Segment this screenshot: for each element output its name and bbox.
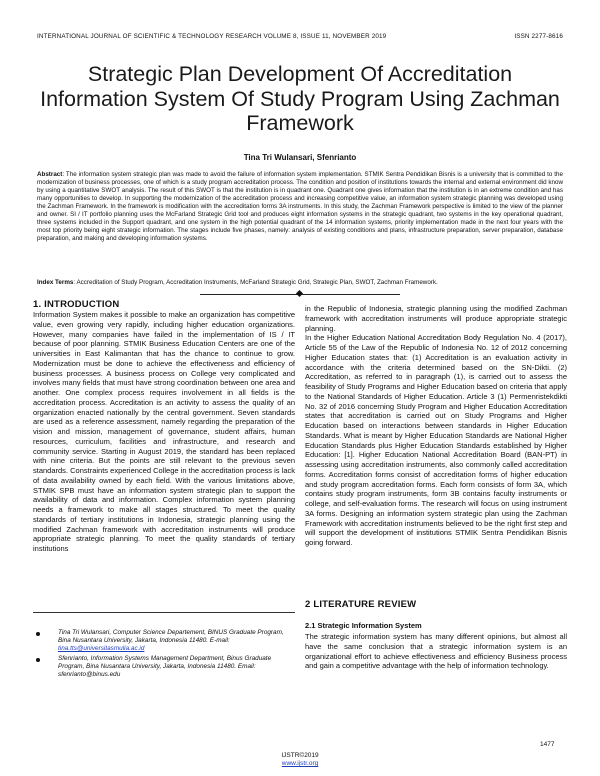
- footnote-author-1: [58, 629, 290, 653]
- abstract-label: Abstract: [37, 171, 63, 178]
- paper-title: Strategic Plan Development Of Accreditation Information System Of Study Program Using Zachman Framework: [40, 62, 560, 135]
- footnote-1-text: Tina Tri Wulansari, Computer Science Departement, BINUS Graduate Program, Bina Nusantara University, Jakarta, Indonesia 11480. E-mail:: [58, 629, 284, 644]
- index-terms: [37, 279, 563, 287]
- copyright-code: IJSTR©2019: [281, 752, 319, 759]
- bullet-icon: [36, 658, 40, 662]
- index-terms-text: : Accreditation of Study Program, Accreditation Instruments, McFarland Strategic Grid, Strategic Plan, SWOT, Zachman Framework.: [73, 279, 438, 286]
- abstract: [37, 171, 563, 243]
- footnote-author-2: Sfenrianto, Information Systems Management Department, Binus Graduate Program, Bina Nusantara University, Jakarta, Indonesia 11480. Email: sfenrianto@binus.edu: [58, 655, 272, 678]
- journal-name: INTERNATIONAL JOURNAL OF SCIENTIFIC & TECHNOLOGY RESEARCH VOLUME 8, ISSUE 11, NOVEMBER 2019: [37, 33, 387, 40]
- intro-paragraph-1: Information System makes it possible to make an organization has competitive value, even growing very rapidly, including higher education organizations. However, many companies have failed in the implementation of IS / IT because of poor planning. STMIK Business Education Centers are one of the universities in East Kalimantan that has the chance to continue to grow. Modernization must be done to achieve the effectiveness and efficiency of business processes. A business process on College very complicated and involves many fields that must have strong coordination between one area and another. One complex process requires involvement in all fields is the accreditation process. Accreditation is an activity to assess the quality of an organization enacted nationally by the central government. Seven standards are used as a reference assessment, namely regarding the preparation of the vision and mission, management of governance, student affairs, human resources, curriculum, facilities and infrastructure, and research and community service. Starting in August 2019, the standard has been replaced with nine criteria. But the points are still relevant to the previous seven standards. Constraints experienced College in the accreditation process is lack of data availability owned by each field. With the various limitations above, STMIK SPB must have an information system strategic plan to support the availability of data and information. Complex information system planning needs a framework to make all stages structured. To meet the quality standards of tertiary institutions in Indonesia, strategic planning using the modified Zachman framework with accreditation instruments will produce appropriate strategic planning. To meet the quality standards of tertiary institutions: [33, 310, 295, 553]
- journal-header: [37, 33, 563, 40]
- intro-heading: 1. INTRODUCTION: [33, 299, 120, 310]
- index-terms-label: Index Terms: [37, 279, 74, 286]
- page-footer: [0, 752, 600, 768]
- authors: Tina Tri Wulansari, Sfenrianto: [243, 153, 357, 162]
- divider-diamond-icon: [296, 290, 303, 297]
- subsection-heading: 2.1 Strategic Information System: [305, 621, 422, 630]
- intro-paragraph-2: in the Republic of Indonesia, strategic planning using the modified Zachman framework with accreditation instruments will produce appropriate strategic planning.: [305, 304, 567, 333]
- abstract-text: : The information system strategic plan was made to avoid the failure of information system implementation. STMIK Sentra Pendidikan Bisnis is a university that is committed to the modernization of business processes, one of which is a study program accreditation process. The condition and position of institutions towards the internal and external environment did know by using a quantitative SWOT analysis. The result of this SWOT is that the institution is in quadrant one. Quadrant one gives information that the institution is in an extreme condition and has many opportunities to develop. In supporting the modernization of the accreditation process and increasing competitive value, an information system strategic planning was developed using the Zachman Framework. In the framework is modification with the accreditation forms 3A instruments. In this study, the Zachman Framework perspective is limited to the view of the planner and owner. SI / IT portfolio planning uses the McFarland Strategic Grid tool and produces eight information systems in the strategic quadrant, two systems in the key operational quadrant, three systems included in the Support quadrant, and one system in the high potential quadrant of the 14 information systems, priority implementation made in the next four years with the most top priority being eight strategic information. The stages include five phases, namely: analysis of existing conditions and plans, infrastructure preparation, server preparation, database preparation, and making and developing information systems.: [37, 171, 563, 242]
- issn: ISSN 2277-8616: [514, 33, 563, 40]
- literature-heading: 2 LITERATURE REVIEW: [305, 599, 417, 610]
- footnote-rule: [33, 612, 295, 613]
- right-column: [305, 304, 567, 548]
- page-number: 1477: [540, 741, 555, 748]
- intro-paragraph-3: In the Higher Education National Accreditation Body Regulation No. 4 (2017), Article 55 of the Law of the Republic of Indonesia No. 12 of 2012 concerning Higher Education states that: (1) Accreditation is an evaluation activity in accordance with the criteria determined based on the SN-Dikti. (2) Accreditation, as referred to in paragraph (1), is carried out to assess the feasibility of Study Programs and Higher Education based on criteria that apply to the National Standards of Higher Education. Article 3 (1) Permenristekdikti No. 32 of 2016 concerning Study Program and Higher Education Accreditation states that accreditation is carried out on Study Programs and Higher Education based on interactions between standards in Higher Education Standards. What is meant by Higher Education Standards are National Higher Education Standards plus Higher Education Standards established by Higher Education: [1]. Higher Education National Accreditation Board (BAN-PT) in assessing using accreditation instruments, also commonly called accreditation forms. Accreditation forms consist of accreditation forms of higher education and study program accreditation forms. Each form consists of form 3A, which contains study program instruments, form 3B contains faculty instruments or college, and self-evaluation forms. The research will focus on using instrument 3A forms. Designing an information system strategic plan using the Zachman Framework with accreditation instruments believed to be the right first step and will support the development of institutions STMIK Sentra Pendidikan Bisnis going forward.: [305, 333, 567, 547]
- author-email-link[interactable]: tina.tts@universitasmulia.ac.id: [58, 645, 145, 652]
- literature-paragraph-1: The strategic information system has many different opinions, but almost all have the same conclusion that a strategic information system is an organizational effort to achieve effectiveness and efficiency Business process and gain a competitive advantage with the help of information technology.: [305, 632, 567, 671]
- bullet-icon: [36, 632, 40, 636]
- journal-url-link[interactable]: www.ijstr.org: [281, 760, 319, 767]
